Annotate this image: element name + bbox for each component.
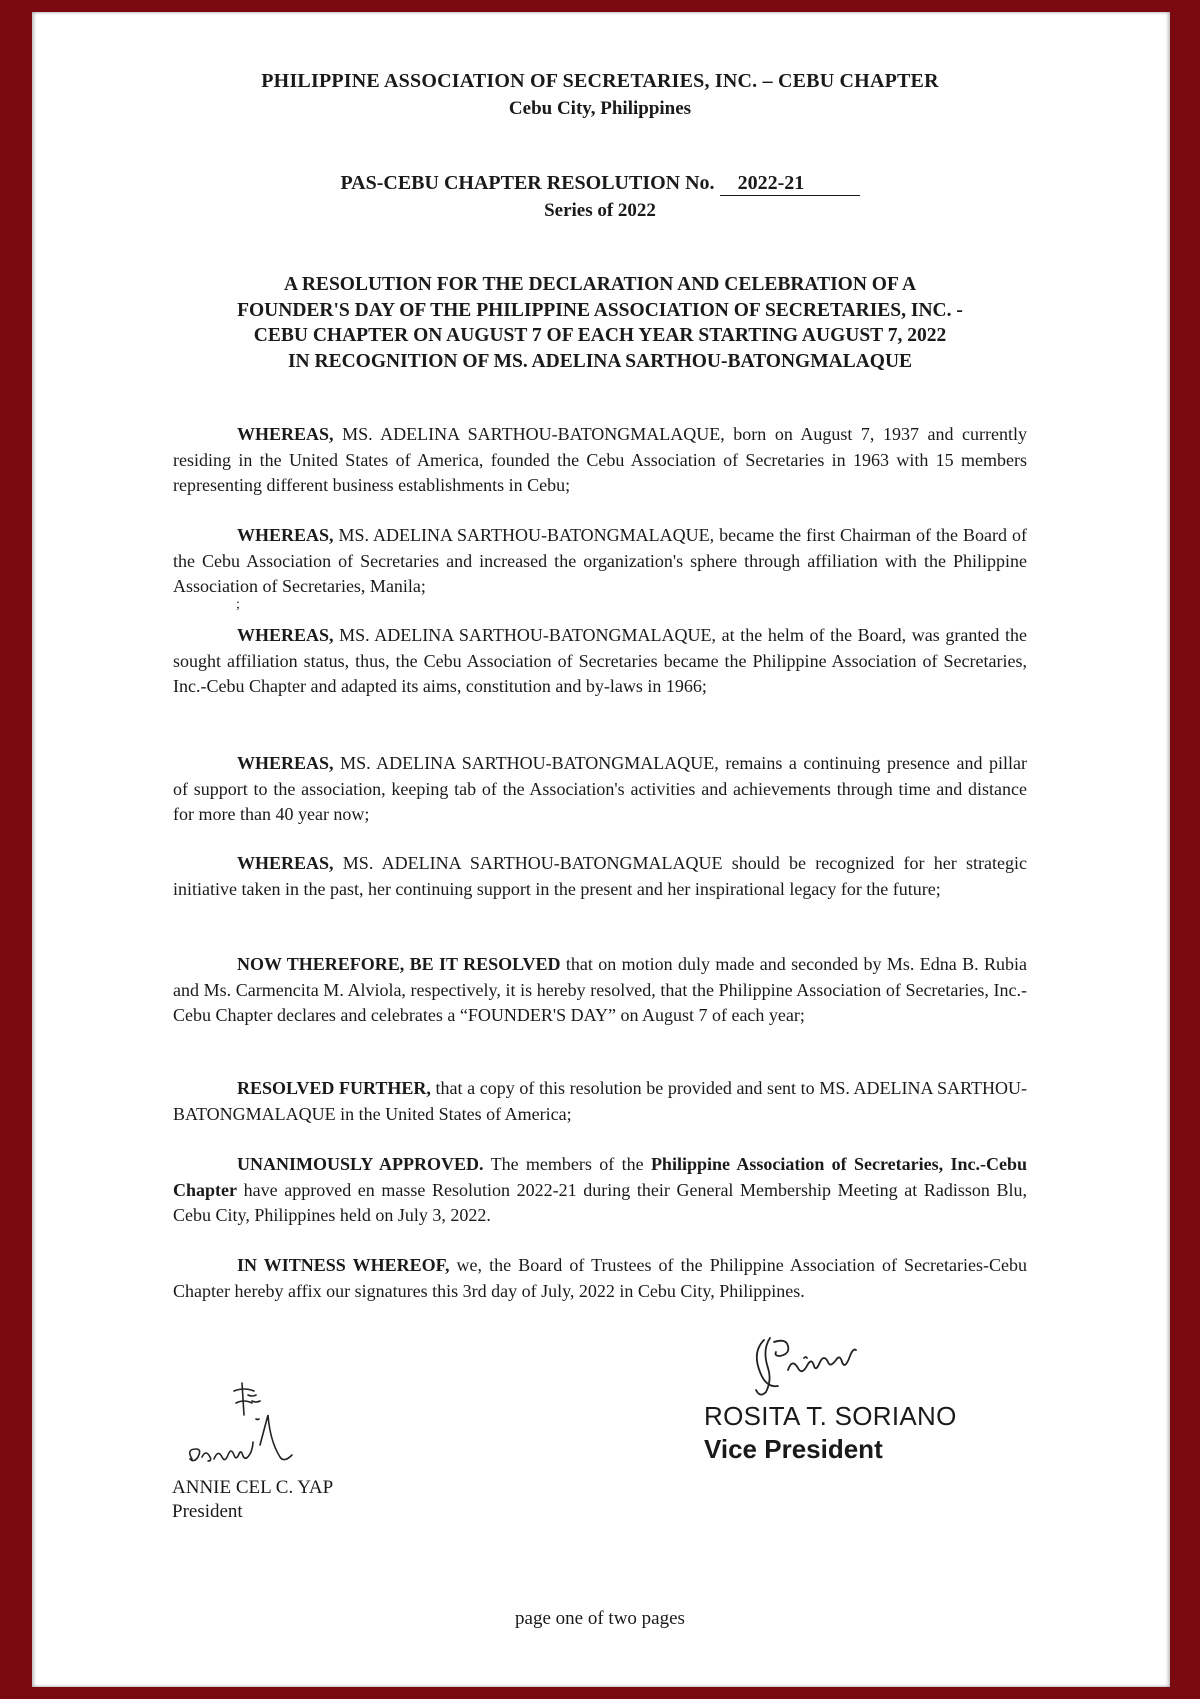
paragraph-text: MS. ADELINA SARTHOU-BATONGMALAQUE, born on August 7, 1937 and currently residing in the United States of America, founded the Cebu Association of Secretaries in 1963 with 15 members representing different business establishments in Cebu; — [173, 424, 1027, 495]
resolution-series: Series of 2022 — [544, 200, 656, 221]
vice-president-signature-image — [704, 1332, 904, 1402]
vice-president-name: ROSITA T. SORIANO — [704, 1401, 957, 1431]
signatory-president — [172, 1375, 432, 1523]
paragraph-text: have approved en masse Resolution 2022-21 during their General Membership Meeting at Radisson Blu, Cebu City, Philippines held on July 3, 2022. — [173, 1179, 1027, 1225]
stray-semicolon: ; — [236, 597, 240, 612]
org-header: PHILIPPINE ASSOCIATION OF SECRETARIES, INC. – CEBU CHAPTER — [261, 70, 939, 92]
paragraph-text: MS. ADELINA SARTHOU-BATONGMALAQUE, at the helm of the Board, was granted the sought affiliation status, thus, the Cebu Association of Secretaries became the Philippine Association of Secretaries, Inc.-Cebu Chapter and adapted its aims, constitution and by-laws in 1966; — [173, 625, 1027, 696]
paragraph-lead: WHEREAS, — [237, 525, 334, 545]
paragraph-text: MS. ADELINA SARTHOU-BATONGMALAQUE, remains a continuing presence and pillar of support to the association, keeping tab of the Association's activities and achievements through time and distance for more than 40 year now; — [173, 753, 1027, 824]
resolved-paragraph — [173, 952, 1027, 1029]
whereas-paragraph-1 — [173, 422, 1027, 499]
whereas-paragraph-2 — [173, 523, 1027, 600]
president-signature-image — [172, 1375, 332, 1475]
resolved-further-paragraph — [173, 1076, 1027, 1127]
resolution-label: PAS-CEBU CHAPTER RESOLUTION No. — [340, 172, 715, 194]
resolution-number: 2022-21 — [720, 172, 860, 196]
paragraph-text: MS. ADELINA SARTHOU-BATONGMALAQUE, became the first Chairman of the Board of the Cebu Association of Secretaries and increased the organization's sphere through affiliation with the Philippine Association of Secretaries, Manila; — [173, 525, 1027, 596]
org-location: Cebu City, Philippines — [508, 98, 692, 119]
approval-paragraph — [173, 1152, 1027, 1229]
signatory-vice-president — [704, 1332, 1004, 1465]
paragraph-lead: WHEREAS, — [237, 853, 334, 873]
paragraph-text: The members of the — [483, 1154, 651, 1174]
paragraph-lead: WHEREAS, — [237, 625, 334, 645]
resolution-title — [0, 272, 1200, 374]
president-title: President — [172, 1501, 243, 1522]
page-footer: page one of two pages — [515, 1608, 685, 1629]
paragraph-lead: NOW THEREFORE, BE IT RESOLVED — [237, 954, 561, 974]
paragraph-text: MS. ADELINA SARTHOU-BATONGMALAQUE should be recognized for her strategic initiative taken in the past, her continuing support in the present and her inspirational legacy for the future; — [173, 853, 1027, 899]
whereas-paragraph-5 — [173, 851, 1027, 902]
title-line: A RESOLUTION FOR THE DECLARATION AND CELEBRATION OF A — [283, 274, 917, 295]
title-line: CEBU CHAPTER ON AUGUST 7 OF EACH YEAR STARTING AUGUST 7, 2022 — [253, 325, 947, 346]
paragraph-text: we, the Board of Trustees of the Philippine Association of Secretaries-Cebu Chapter hereby affix our signatures this 3rd day of July, 2022 in Cebu City, Philippines. — [173, 1255, 1027, 1301]
vice-president-title: Vice President — [704, 1434, 883, 1464]
title-line: IN RECOGNITION OF MS. ADELINA SARTHOU-BATONGMALAQUE — [287, 350, 913, 372]
paragraph-lead: IN WITNESS WHEREOF, — [237, 1255, 450, 1275]
paragraph-text: that a copy of this resolution be provided and sent to MS. ADELINA SARTHOU- BATONGMALAQUE in the United States of America; — [173, 1078, 1027, 1124]
witness-paragraph — [173, 1253, 1027, 1304]
resolution-number-line — [0, 172, 1200, 196]
paragraph-lead: WHEREAS, — [237, 424, 334, 444]
whereas-paragraph-3 — [173, 623, 1027, 700]
paragraph-lead: UNANIMOUSLY APPROVED. — [237, 1154, 484, 1174]
paragraph-text: that on motion duly made and seconded by Ms. Edna B. Rubia and Ms. Carmencita M. Alviola, respectively, it is hereby resolved, that the Philippine Association of Secretaries, Inc.-Cebu Chapter declares and celebrates a “FOUNDER'S DAY” on August 7 of each year; — [173, 954, 1027, 1025]
paragraph-bold-org: Philippine Association of Secretaries, Inc.-Cebu Chapter — [173, 1154, 1028, 1200]
paragraph-lead: RESOLVED FURTHER, — [237, 1078, 431, 1098]
paragraph-lead: WHEREAS, — [237, 753, 334, 773]
whereas-paragraph-4 — [173, 751, 1027, 828]
president-name: ANNIE CEL C. YAP — [172, 1477, 334, 1498]
title-line: FOUNDER'S DAY OF THE PHILIPPINE ASSOCIATION OF SECRETARIES, INC. - — [237, 299, 963, 321]
